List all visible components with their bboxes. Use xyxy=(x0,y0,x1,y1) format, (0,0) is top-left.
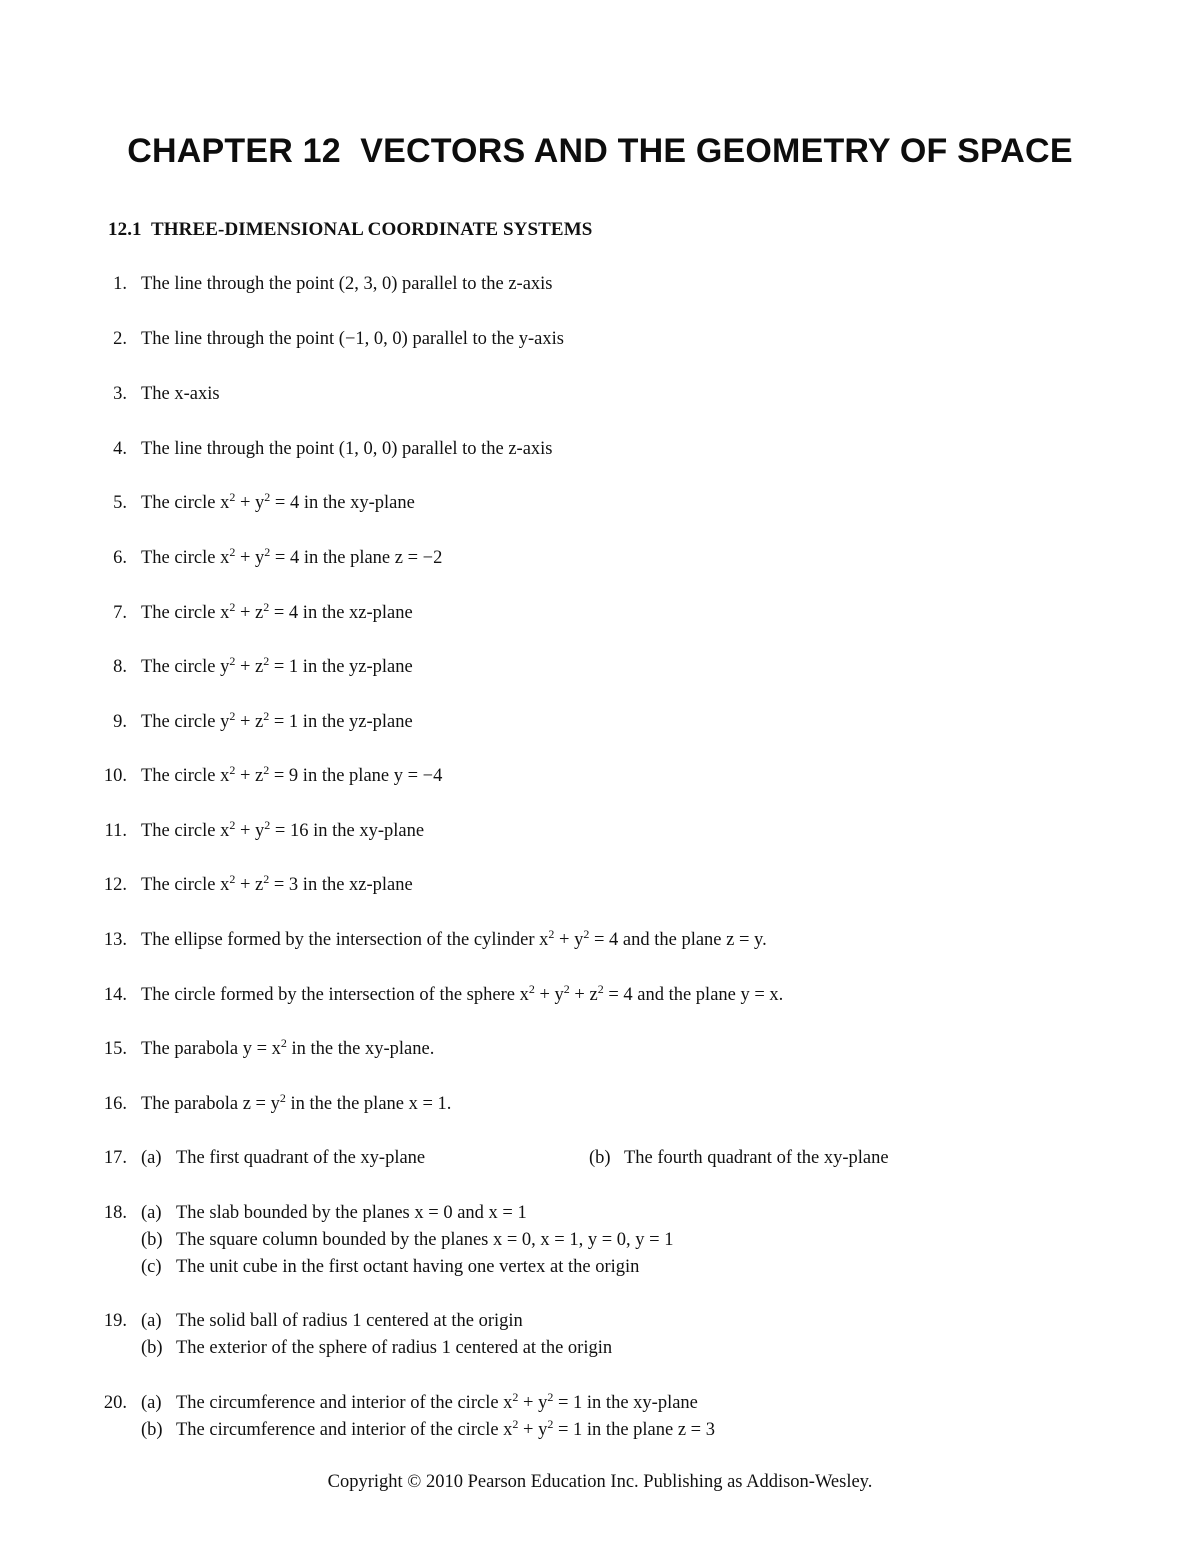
answer-number: 9. xyxy=(113,712,127,732)
part-text-a xyxy=(176,1390,698,1417)
answer-text xyxy=(141,490,415,517)
exponent: 2 xyxy=(263,600,270,614)
text-part: = 4 in the xy-plane xyxy=(270,493,415,513)
part-text-b: The square column bounded by the planes x = 0, x = 1, y = 0, y = 1 xyxy=(176,1230,674,1250)
answer-text xyxy=(141,982,783,1009)
answer-number: 6. xyxy=(113,548,127,568)
exponent: 2 xyxy=(280,1036,287,1050)
text-part: = 1 in the plane z = 3 xyxy=(553,1420,715,1440)
part-text-c: The unit cube in the first octant having one vertex at the origin xyxy=(176,1257,640,1277)
answer-text xyxy=(141,600,413,627)
text-part: + y xyxy=(518,1393,548,1413)
exponent: 2 xyxy=(264,818,271,832)
exponent: 2 xyxy=(263,872,270,886)
exponent: 2 xyxy=(547,1417,554,1431)
answer-text xyxy=(141,545,442,572)
exponent: 2 xyxy=(264,490,271,504)
part-label-c: (c) xyxy=(141,1257,162,1277)
text-part: The parabola y = x xyxy=(141,1039,281,1059)
exponent: 2 xyxy=(229,763,236,777)
answer-number: 18. xyxy=(103,1203,127,1223)
text-part: + z xyxy=(235,766,264,786)
exponent: 2 xyxy=(264,545,271,559)
answer-number: 5. xyxy=(113,493,127,513)
exponent: 2 xyxy=(229,490,236,504)
exponent: 2 xyxy=(528,982,535,996)
text-part: + z xyxy=(235,875,264,895)
text-part: = 16 in the xy-plane xyxy=(270,821,425,841)
answer-number: 10. xyxy=(103,766,127,786)
text-part: + y xyxy=(534,985,564,1005)
text-part: The circle x xyxy=(141,766,230,786)
answer-text xyxy=(141,1091,451,1118)
part-text-a: The solid ball of radius 1 centered at the origin xyxy=(176,1311,523,1331)
answer-number: 17. xyxy=(103,1148,127,1168)
exponent: 2 xyxy=(229,818,236,832)
part-text-b: The exterior of the sphere of radius 1 centered at the origin xyxy=(176,1338,613,1358)
text-part: The ellipse formed by the intersection of the cylinder x xyxy=(141,930,549,950)
exponent: 2 xyxy=(229,654,236,668)
answer-number: 14. xyxy=(103,985,127,1005)
answer-number: 15. xyxy=(103,1039,127,1059)
exponent: 2 xyxy=(263,709,270,723)
answer-text xyxy=(141,654,413,681)
part-label-a: (a) xyxy=(141,1393,162,1413)
text-part: The circle formed by the intersection of the sphere x xyxy=(141,985,529,1005)
text-part: The circle y xyxy=(141,712,230,732)
answer-text: The line through the point (1, 0, 0) parallel to the z-axis xyxy=(141,439,553,459)
answer-number: 3. xyxy=(113,384,127,404)
answer-text xyxy=(141,1036,434,1063)
text-part: The circle x xyxy=(141,821,230,841)
answer-text xyxy=(141,763,442,790)
text-part: + y xyxy=(235,493,265,513)
exponent: 2 xyxy=(263,763,270,777)
part-text-b: The fourth quadrant of the xy-plane xyxy=(624,1148,889,1168)
answer-text: The line through the point (−1, 0, 0) parallel to the y-axis xyxy=(141,329,564,349)
part-label-b: (b) xyxy=(141,1230,163,1250)
answer-text: The x-axis xyxy=(141,384,220,404)
part-label-a: (a) xyxy=(141,1148,162,1168)
part-label-b: (b) xyxy=(141,1338,163,1358)
exponent: 2 xyxy=(547,1390,554,1404)
text-part: + y xyxy=(235,821,265,841)
copyright-footer: Copyright © 2010 Pearson Education Inc. Publishing as Addison-Wesley. xyxy=(327,1472,873,1492)
text-part: + z xyxy=(569,985,598,1005)
exponent: 2 xyxy=(229,872,236,886)
exponent: 2 xyxy=(583,927,590,941)
text-part: + z xyxy=(235,657,264,677)
text-part: = 1 in the yz-plane xyxy=(269,657,413,677)
exponent: 2 xyxy=(512,1390,519,1404)
text-part: The circle x xyxy=(141,603,230,623)
text-part: = 3 in the xz-plane xyxy=(269,875,413,895)
exponent: 2 xyxy=(229,709,236,723)
part-text-b xyxy=(176,1417,715,1444)
exponent: 2 xyxy=(548,927,555,941)
text-part: in the the plane x = 1. xyxy=(285,1094,452,1114)
part-label-b: (b) xyxy=(589,1148,611,1168)
text-part: = 4 and the plane y = x. xyxy=(603,985,784,1005)
answer-text xyxy=(141,872,413,899)
text-part: = 4 in the xz-plane xyxy=(269,603,413,623)
part-text-a: The first quadrant of the xy-plane xyxy=(176,1148,426,1168)
text-part: + y xyxy=(554,930,584,950)
answer-number: 12. xyxy=(103,875,127,895)
text-part: = 9 in the plane y = −4 xyxy=(269,766,443,786)
exponent: 2 xyxy=(263,654,270,668)
part-label-b: (b) xyxy=(141,1420,163,1440)
text-part: The circle x xyxy=(141,875,230,895)
answer-text xyxy=(141,818,424,845)
exponent: 2 xyxy=(229,600,236,614)
text-part: The circle x xyxy=(141,548,230,568)
text-part: + z xyxy=(235,603,264,623)
answer-text xyxy=(141,927,767,954)
answer-number: 8. xyxy=(113,657,127,677)
text-part: The parabola z = y xyxy=(141,1094,280,1114)
answer-number: 19. xyxy=(103,1311,127,1331)
answer-number: 4. xyxy=(113,439,127,459)
text-part: The circumference and interior of the circle x xyxy=(176,1420,513,1440)
exponent: 2 xyxy=(563,982,570,996)
part-label-a: (a) xyxy=(141,1203,162,1223)
text-part: + y xyxy=(518,1420,548,1440)
text-part: + y xyxy=(235,548,265,568)
section-title: 12.1 THREE-DIMENSIONAL COORDINATE SYSTEMS xyxy=(108,219,593,240)
answer-number: 2. xyxy=(113,329,127,349)
text-part: = 1 in the yz-plane xyxy=(269,712,413,732)
answer-number: 20. xyxy=(103,1393,127,1413)
text-part: + z xyxy=(235,712,264,732)
answer-number: 7. xyxy=(113,603,127,623)
exponent: 2 xyxy=(597,982,604,996)
answer-number: 16. xyxy=(103,1094,127,1114)
text-part: The circle x xyxy=(141,493,230,513)
part-label-a: (a) xyxy=(141,1311,162,1331)
answer-number: 11. xyxy=(104,821,127,841)
text-part: = 4 in the plane z = −2 xyxy=(270,548,443,568)
text-part: The circle y xyxy=(141,657,230,677)
text-part: = 1 in the xy-plane xyxy=(553,1393,698,1413)
text-part: The circumference and interior of the circle x xyxy=(176,1393,513,1413)
text-part: = 4 and the plane z = y. xyxy=(589,930,767,950)
part-text-a: The slab bounded by the planes x = 0 and x = 1 xyxy=(176,1203,527,1223)
chapter-title: CHAPTER 12 VECTORS AND THE GEOMETRY OF SPACE xyxy=(127,132,1073,170)
exponent: 2 xyxy=(229,545,236,559)
exponent: 2 xyxy=(279,1091,286,1105)
answer-number: 13. xyxy=(103,930,127,950)
text-part: in the the xy-plane. xyxy=(286,1039,435,1059)
answer-number: 1. xyxy=(113,274,127,294)
answer-text xyxy=(141,709,413,736)
exponent: 2 xyxy=(512,1417,519,1431)
answer-text: The line through the point (2, 3, 0) parallel to the z-axis xyxy=(141,274,553,294)
